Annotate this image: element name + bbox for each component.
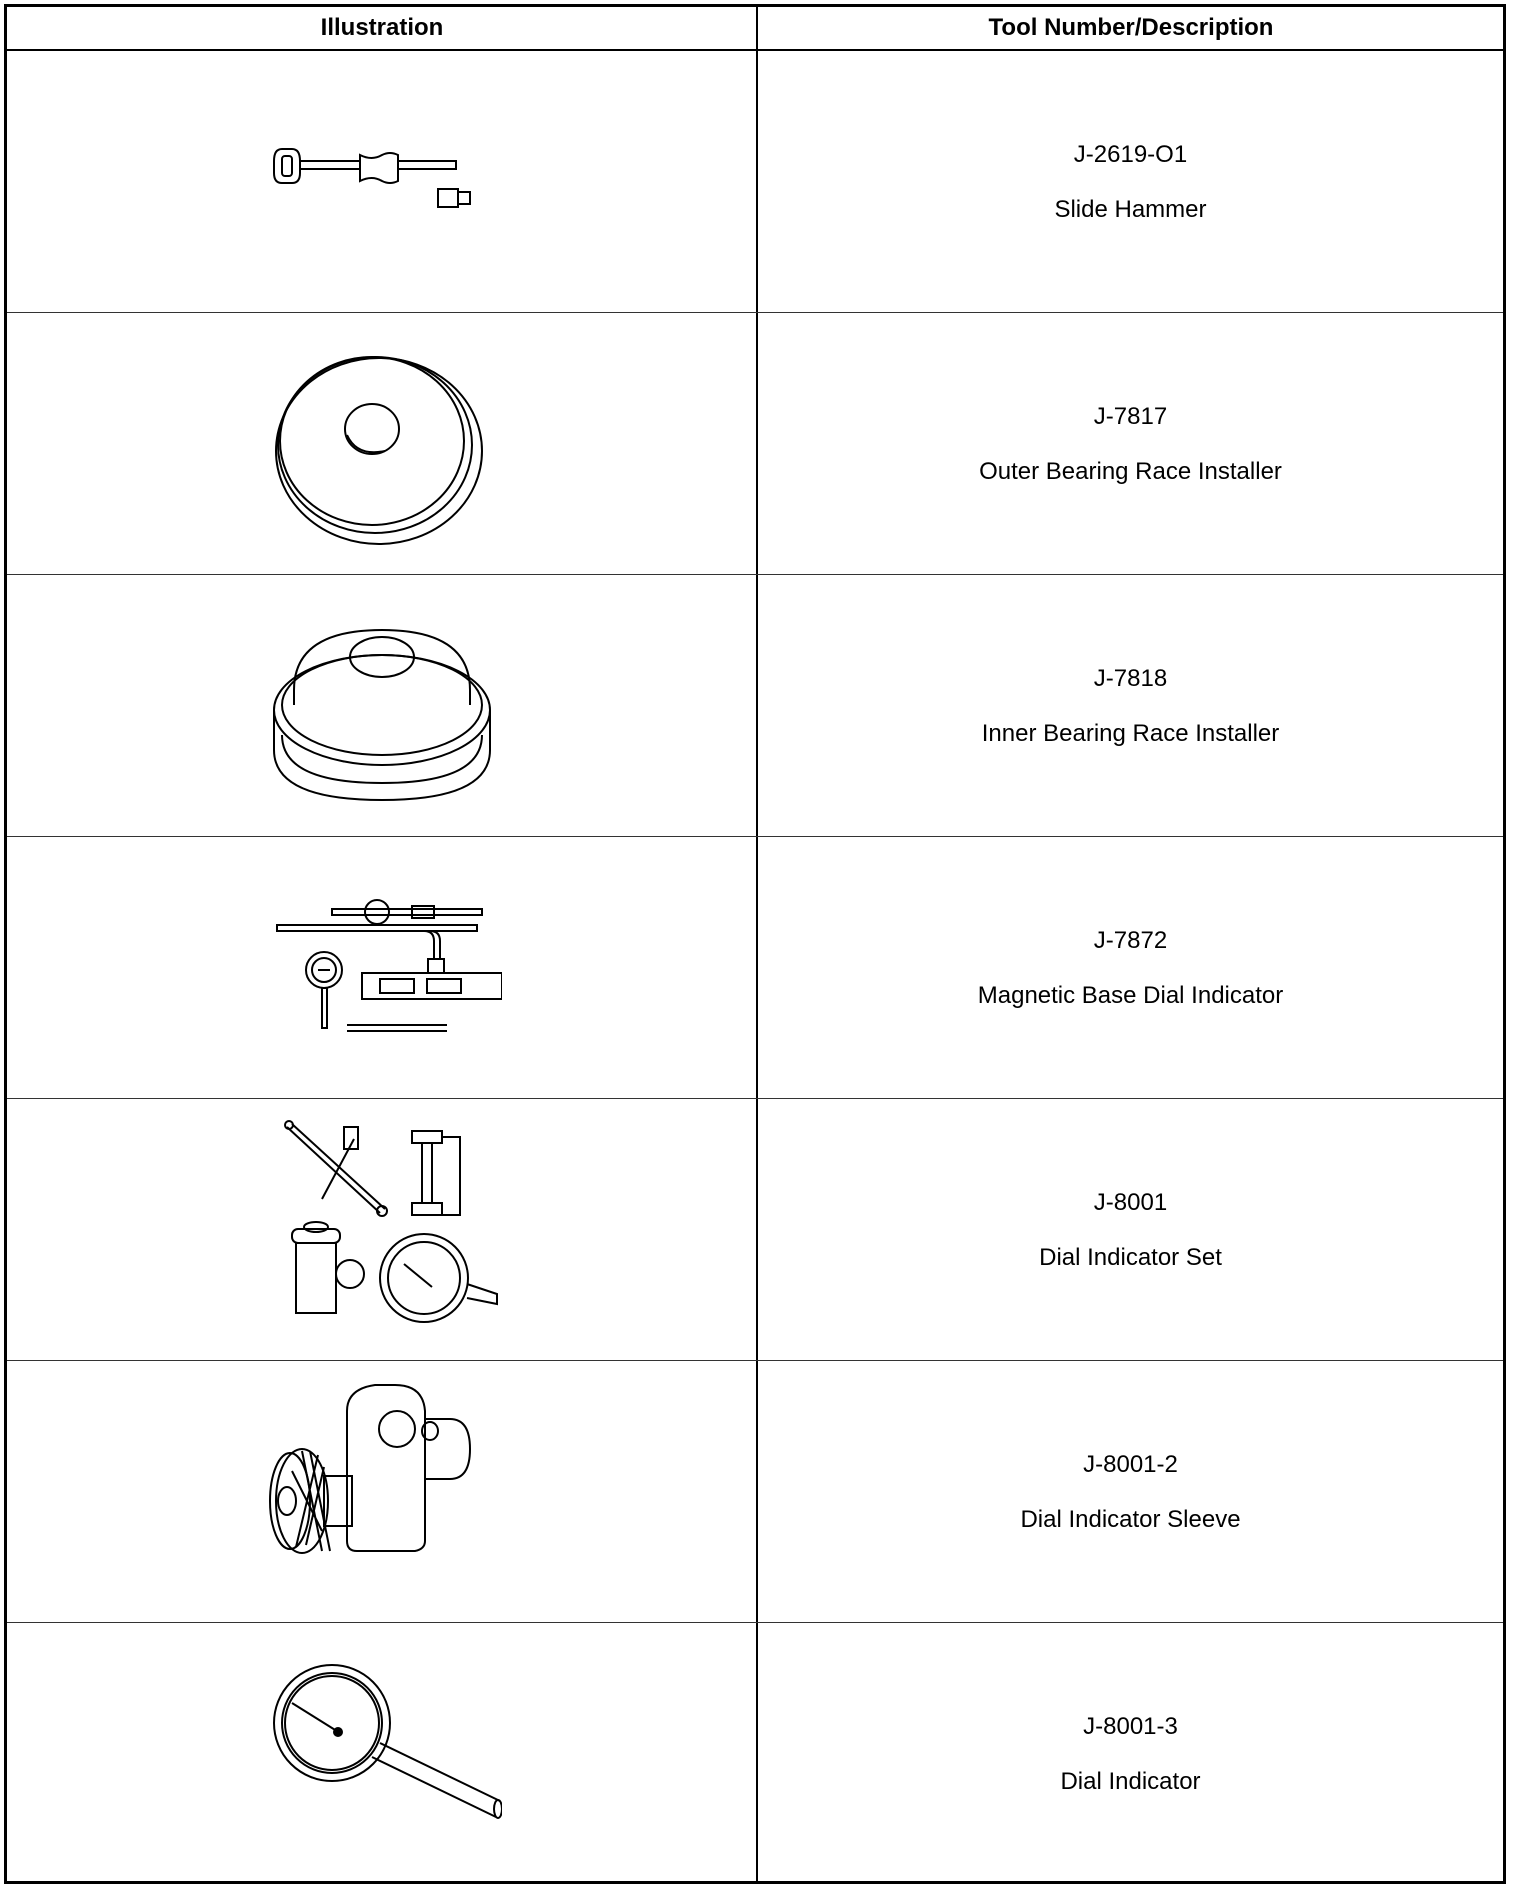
dial-indicator-icon xyxy=(262,1633,502,1873)
description-cell xyxy=(758,575,1503,836)
table-row xyxy=(7,575,1503,837)
illustration-cell xyxy=(7,575,756,836)
tool-description: Magnetic Base Dial Indicator xyxy=(977,982,1284,1009)
tool-description: Dial Indicator Set xyxy=(1039,1244,1222,1271)
illustration-cell xyxy=(7,1361,756,1622)
description-cell xyxy=(758,51,1503,312)
table-row xyxy=(7,1099,1503,1361)
tool-description: Inner Bearing Race Installer xyxy=(981,720,1280,747)
tool-number: J-8001 xyxy=(1093,1189,1168,1216)
illustration-cell xyxy=(7,51,756,312)
illustration-cell xyxy=(7,837,756,1098)
tool-description: Dial Indicator Sleeve xyxy=(1020,1506,1241,1533)
tool-description: Slide Hammer xyxy=(1054,196,1207,223)
description-cell xyxy=(758,1099,1503,1360)
tool-number: J-8001-2 xyxy=(1083,1451,1178,1478)
header-illustration: Illustration xyxy=(320,14,444,41)
tool-description: Outer Bearing Race Installer xyxy=(979,458,1282,485)
tool-table xyxy=(4,4,1506,1884)
tool-description: Dial Indicator xyxy=(1060,1768,1201,1795)
description-cell xyxy=(758,837,1503,1098)
table-row xyxy=(7,1361,1503,1623)
tool-number: J-7817 xyxy=(1093,403,1168,430)
tool-number: J-7818 xyxy=(1093,665,1168,692)
table-row xyxy=(7,837,1503,1099)
tool-number: J-7872 xyxy=(1093,927,1168,954)
magnetic-base-dial-indicator-icon xyxy=(262,847,502,1087)
description-cell xyxy=(758,1623,1503,1885)
table-row xyxy=(7,51,1503,313)
inner-bearing-race-installer-icon xyxy=(262,585,502,825)
outer-bearing-race-installer-icon xyxy=(262,323,502,563)
dial-indicator-set-icon xyxy=(262,1109,502,1349)
slide-hammer-icon xyxy=(262,61,502,301)
table-row xyxy=(7,1623,1503,1885)
header-tool-number-description: Tool Number/Description xyxy=(988,14,1274,41)
dial-indicator-sleeve-icon xyxy=(262,1371,502,1611)
tool-number: J-8001-3 xyxy=(1083,1713,1178,1740)
illustration-cell xyxy=(7,313,756,574)
table-row xyxy=(7,313,1503,575)
tool-number: J-2619-O1 xyxy=(1073,141,1188,168)
description-cell xyxy=(758,1361,1503,1622)
illustration-cell xyxy=(7,1099,756,1360)
description-cell xyxy=(758,313,1503,574)
illustration-cell xyxy=(7,1623,756,1885)
table-header xyxy=(7,7,1503,51)
